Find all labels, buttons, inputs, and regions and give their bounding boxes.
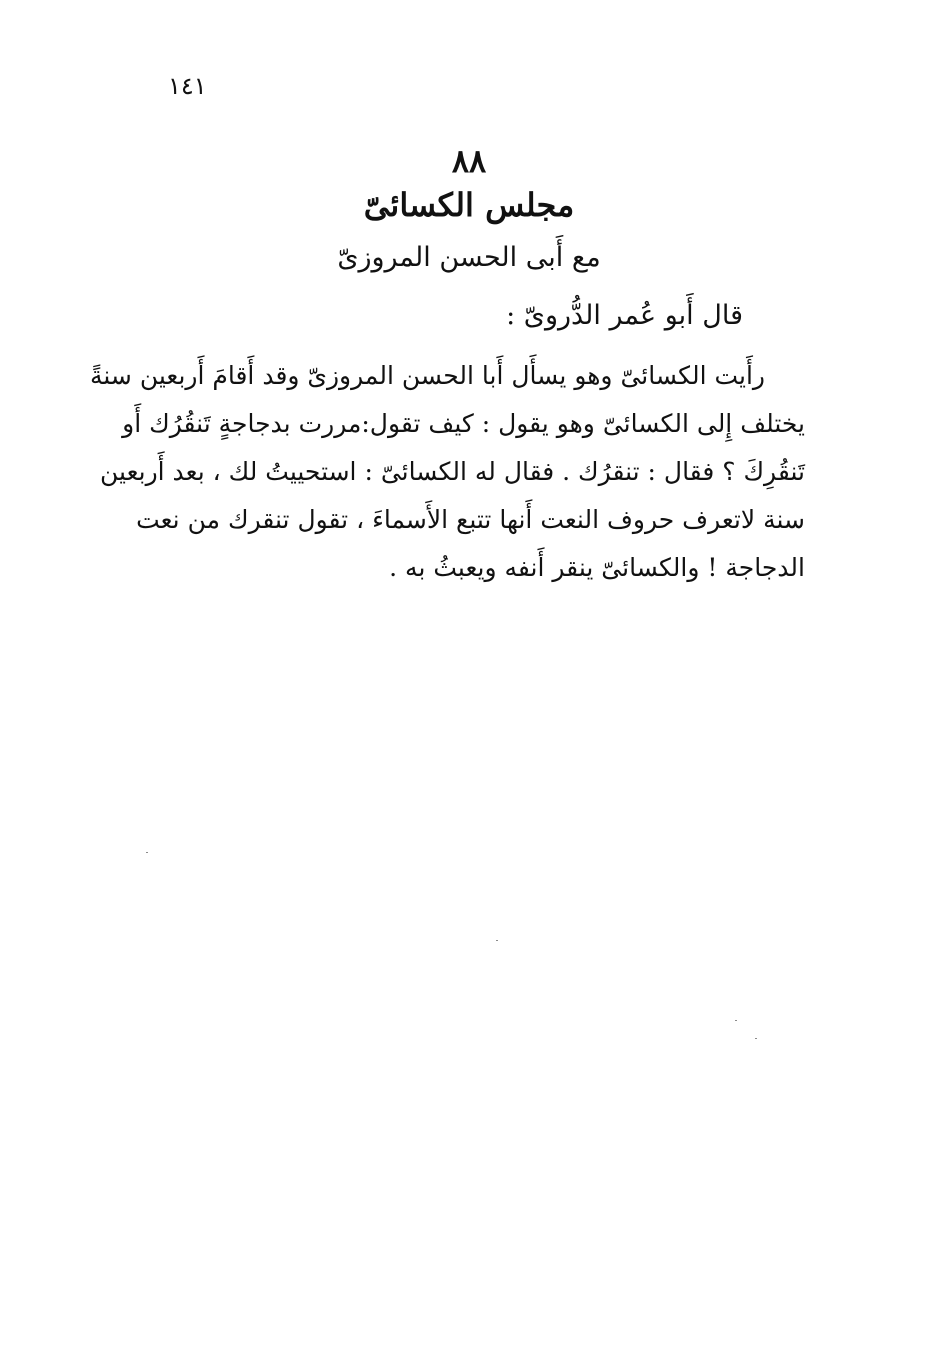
scan-speck: [496, 940, 498, 941]
body-line: سنة لاتعرف حروف النعت أَنها تتبع الأَسماءَ ، تقول تنقرك من نعت: [136, 505, 805, 534]
chapter-title: مجلس الكسائىّ: [363, 186, 575, 224]
narrator-intro: قال أَبو عُمر الدُّروىّ :: [506, 300, 743, 331]
scan-speck: [146, 852, 148, 853]
body-line: الدجاجة ! والكسائىّ ينقر أَنفه ويعبثُ به .: [389, 553, 805, 582]
scan-speck: [735, 1020, 737, 1021]
scan-speck: [755, 1038, 757, 1039]
body-line: يختلف إِلى الكسائىّ وهو يقول : كيف تقول:مررت بدجاجةٍ تَنقُرُك أَو: [122, 409, 805, 438]
page-number: ١٤١: [168, 72, 207, 100]
body-line: رأَيت الكسائىّ وهو يسأَل أَبا الحسن المروزىّ وقد أَقامَ أَربعين سنةً: [89, 361, 765, 390]
chapter-subtitle: مع أَبى الحسن المروزىّ: [337, 242, 601, 273]
chapter-number: ٨٨: [451, 142, 487, 180]
body-paragraph: [89, 352, 805, 592]
body-line: تَنقُرِكَ ؟ فقال : تنقرُك . فقال له الكسائىّ : استحييتُ لك ، بعد أَربعين: [100, 457, 805, 486]
